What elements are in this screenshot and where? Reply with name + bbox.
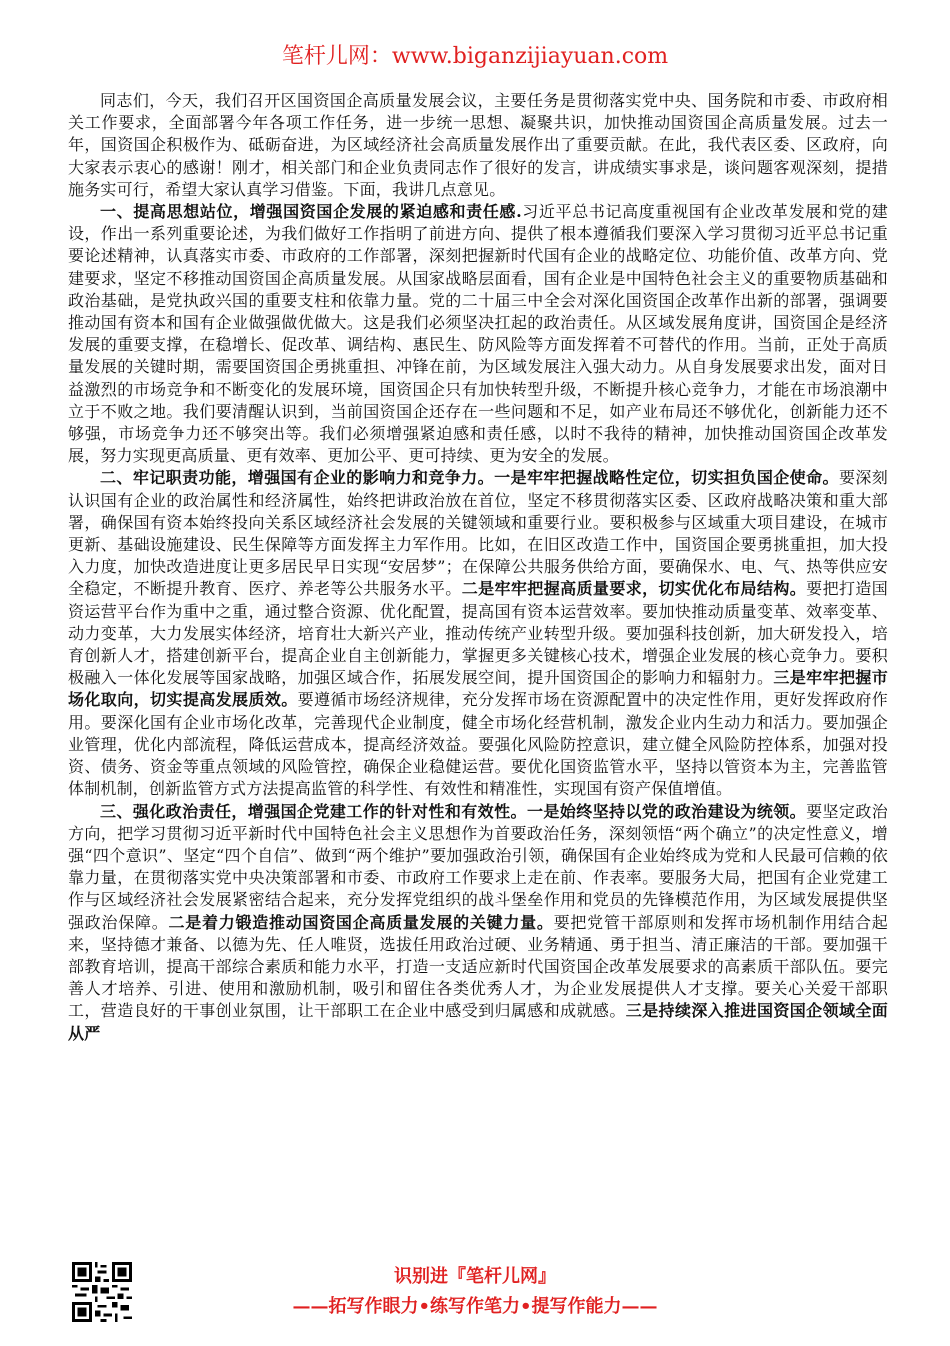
section-3-subheading-3: 三是持续深入推进国资国企领域全面从严 — [68, 1001, 888, 1043]
footer-slogan: ——拓写作眼力•练写作笔力•提写作能力—— — [292, 1296, 658, 1317]
section-2-subheading-2: 二是牢牢把握高质量要求，切实优化布局结构。 — [461, 579, 807, 599]
section-1-text: 习近平总书记高度重视国有企业改革发展和党的建设，作出一系列重要论述，为我们做好工作指明了前进方向、提供了根本遵循我们要深入学习贯彻习近平总书记重要论述精神，认真落实市委、市政府的工作部署，深刻把握新时代国有企业的战略定位、功能价值、改革方向、党建要求，坚定不移推动国资国企高质量发展。从国家战略层面看，国有企业是中国特色社会主义的重要物质基础和政治基础，是党执政兴国的重要支柱和依靠力量。党的二十届三中全会对深化国资国企改革作出新的部署，强调要推动国有资本和国有企业做强做优做大。这是我们必须坚决扛起的政治责任。从区域发展角度讲，国资国企是经济发展的重要支撑，在稳增长、促改革、调结构、惠民生、防风险等方面发挥着不可替代的作用。当前，正处于高质量发展的关键时期，需要国资国企勇挑重担、冲锋在前，为区域发展注入强大动力。从自身发展要求出发，面对日益激烈的市场竞争和不断变化的发展环境，国资国企只有加快转型升级，不断提升核心竞争力，才能在市场浪潮中立于不败之地。我们要清醒认识到，当前国资国企还存在一些问题和不足，如产业布局还不够优化，创新能力还不够强，市场竞争力还不够突出等。我们必须增强紧迫感和责任感，以时不我待的精神，加快推动国资国企改革发展，努力实现更高质量、更有效率、更加公平、更可持续、更为安全的发展。 — [68, 202, 888, 466]
paragraph-section-3 — [68, 801, 888, 1045]
site-url[interactable]: www.biganzijiayuan.com — [391, 44, 669, 69]
section-2-text-3: 要遵循市场经济规律，充分发挥市场在资源配置中的决定性作用，更好发挥政府作用。要深化国有企业市场化改革，完善现代企业制度，健全市场化经营机制，激发企业内生动力和活力。要加强企业管理，优化内部流程，降低运营成本，提高经济效益。要强化风险防控意识，建立健全风险防控体系，加强对投资、债务、资金等重点领域的风险管控，确保企业稳健运营。要优化国资监管水平，坚持以管资本为主，完善监管体制机制，创新监管方式方法提高监管的科学性、有效性和精准性，实现国有资产保值增值。 — [68, 690, 888, 799]
section-3-text-2: 要把党管干部原则和发挥市场机制作用结合起来，坚持德才兼备、以德为先、任人唯贤，选拔任用政治过硬、业务精通、勇于担当、清正廉洁的干部。要加强干部教育培训，提高干部综合素质和能力水平，打造一支适应新时代国资国企改革发展要求的高素质干部队伍。要完善人才培养、引进、使用和激励机制，吸引和留住各类优秀人才，为企业发展提供人才支撑。要关心关爱干部职工，营造良好的干事创业氛围，让干部职工在企业中感受到归属感和成就感。 — [68, 912, 889, 1021]
site-header — [0, 44, 950, 70]
section-3-heading: 三、强化政治责任，增强国企党建工作的针对性和有效性。一是始终坚持以党的政治建设为统领。 — [100, 801, 807, 821]
paragraph-intro: 同志们，今天，我们召开区国资国企高质量发展会议，主要任务是贯彻落实党中央、国务院和市委、市政府相关工作要求，全面部署今年各项工作任务，进一步统一思想、凝聚共识，加快推动国资国企高质量发展。过去一年，国资国企积极作为、砥砺奋进，为区域经济社会高质量发展作出了重要贡献。在此，我代表区委、区政府，向大家表示衷心的感谢！刚才，相关部门和企业负责同志作了很好的发言，讲成绩实事求是，谈问题客观深刻，提措施务实可行，希望大家认真学习借鉴。下面，我讲几点意见。 — [68, 91, 888, 199]
document-body — [68, 90, 888, 1045]
section-3-subheading-2: 二是着力锻造推动国资国企高质量发展的关键力量。 — [168, 912, 554, 932]
section-3-text-1: 要坚定政治方向，把学习贯彻习近平新时代中国特色社会主义思想作为首要政治任务，深刻领悟“两个确立”的决定性意义，增强“四个意识”、坚定“四个自信”、做到“两个维护”要加强政治引领，确保国有企业始终成为党和人民最可信赖的依靠力量，在贯彻落实党中央决策部署和市委、市政府工作要求上走在前、作表率。要服务大局，把国有企业党建工作与区域经济社会发展紧密结合起来，充分发挥党组织的战斗堡垒作用和党员的先锋模范作用，为区域发展提供坚强政治保障。 — [68, 801, 888, 932]
paragraph-section-1 — [68, 201, 888, 467]
paragraph-section-2 — [68, 467, 888, 800]
section-2-text-1: 要深刻认识国有企业的政治属性和经济属性，始终把讲政治放在首位，坚定不移贯彻落实区委、区政府战略决策和重大部署，确保国有资本始终投向关系区域经济社会发展的关键领域和重要行业。要积极参与区域重大项目建设，在城市更新、基础设施建设、民生保障等方面发挥主力军作用。比如，在旧区改造工作中，国资国企要勇挑重担，加大投入力度，加快改造进度让更多居民早日实现“安居梦”；在保障公共服务供给方面，要确保水、电、气、热等供应安全稳定，不断提升教育、医疗、养老等公共服务水平。 — [68, 468, 888, 599]
section-2-subheading-3: 三是牢牢把握市场化取向，切实提高发展质效。 — [68, 668, 888, 710]
section-1-heading: 一、提高思想站位，增强国资国企发展的紧迫感和责任感. — [100, 202, 522, 222]
section-2-text-2: 要把打造国资运营平台作为重中之重，通过整合资源、优化配置，提高国有资本运营效率。要加快推动质量变革、效率变革、动力变革，大力发展实体经济，培育壮大新兴产业，推动传统产业转型升级。要加强科技创新，加大研发投入，培育创新人才，搭建创新平台，提高企业自主创新能力，掌握更多关键核心技术，增强企业发展的核心竞争力。要积极融入一体化发展等国家战略，加强区域合作，拓展发展空间，提升国资国企的影响力和辐射力。 — [68, 579, 888, 688]
footer-title: 识别进『笔杆儿网』 — [394, 1266, 556, 1287]
site-name: 笔杆儿网： — [281, 44, 392, 69]
section-2-heading: 二、牢记职责功能，增强国有企业的影响力和竞争力。一是牢牢把握战略性定位，切实担负国企使命。 — [100, 468, 839, 488]
